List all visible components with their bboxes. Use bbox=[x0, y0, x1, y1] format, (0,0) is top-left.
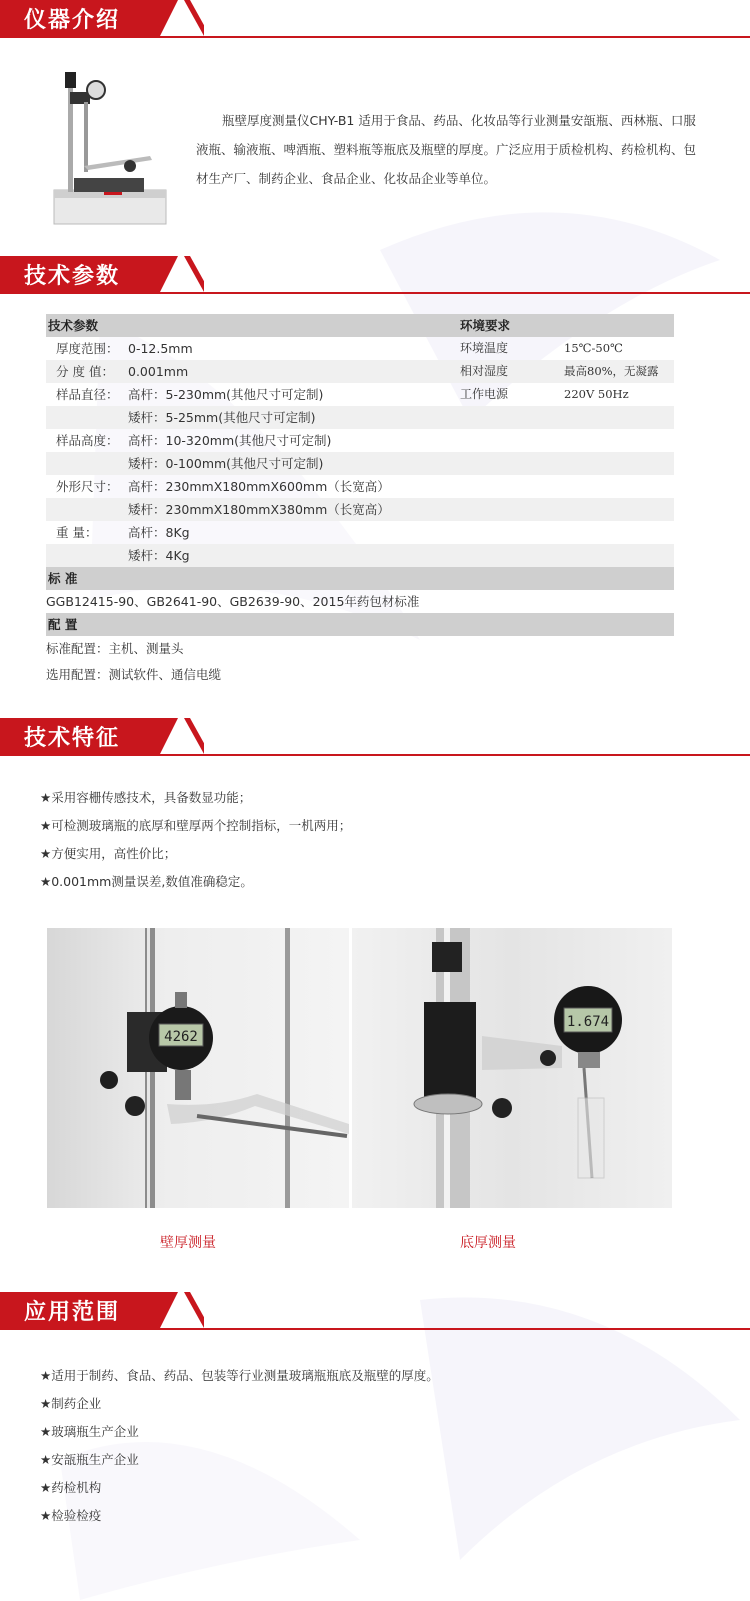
list-item: ★玻璃瓶生产企业 bbox=[40, 1424, 139, 1439]
env-value: 220V 50Hz bbox=[564, 387, 629, 401]
standard-header-row bbox=[46, 567, 674, 590]
list-item: ★安瓿瓶生产企业 bbox=[40, 1452, 139, 1467]
param-value: 高杆：5-230mm(其他尺寸可定制) bbox=[128, 387, 324, 402]
table-row bbox=[46, 337, 674, 360]
instrument-image bbox=[44, 66, 176, 228]
table-row bbox=[46, 383, 674, 406]
param-value: 0-12.5mm bbox=[128, 341, 193, 356]
applications-list bbox=[40, 1362, 700, 1530]
list-item: ★采用容栅传感技术，具备数显功能； bbox=[40, 790, 252, 805]
list-item: ★方便实用，高性价比； bbox=[40, 846, 177, 861]
section-title: 仪器介绍 bbox=[24, 8, 121, 33]
intro-paragraph: 瓶壁厚度测量仪CHY-B1 适用于食品、药品、化妆品等行业测量安瓿瓶、西林瓶、口服液瓶、输液瓶、啤酒瓶、塑料瓶等瓶底及瓶壁的厚度。广泛应用于质检机构、药检机构、包材生产厂、制药企业、食品企业、化妆品企业等单位。 bbox=[196, 113, 697, 186]
table-header-row bbox=[46, 314, 674, 337]
section-header-params bbox=[0, 256, 750, 300]
param-label: 外形尺寸： bbox=[56, 479, 119, 494]
table-row bbox=[46, 452, 674, 475]
env-name: 工作电源 bbox=[460, 387, 509, 401]
table-row bbox=[46, 636, 674, 662]
wall-thickness-photo bbox=[47, 928, 349, 1208]
param-label: 样品高度： bbox=[56, 433, 119, 448]
param-label: 厚度范围： bbox=[56, 341, 119, 356]
param-value: 矮杆：0-100mm(其他尺寸可定制) bbox=[128, 456, 324, 471]
list-item: ★药检机构 bbox=[40, 1480, 102, 1495]
table-row bbox=[46, 590, 674, 613]
list-item: ★检验检疫 bbox=[40, 1508, 102, 1523]
table-row bbox=[46, 475, 674, 498]
param-value: 矮杆：4Kg bbox=[128, 548, 190, 563]
param-value: 高杆：230mmX180mmX600mm（长宽高） bbox=[128, 479, 390, 494]
section-title: 技术参数 bbox=[24, 264, 121, 289]
standard-text: GGB12415-90、GB2641-90、GB2639-90、2015年药包材标准 bbox=[46, 594, 420, 609]
table-row bbox=[46, 662, 674, 688]
env-value: 最高80%，无凝露 bbox=[564, 364, 659, 378]
param-value: 高杆：8Kg bbox=[128, 525, 190, 540]
section-header-features bbox=[0, 718, 750, 762]
gauge-display-right: 1.674 bbox=[566, 1014, 610, 1030]
param-label: 重 量： bbox=[56, 525, 98, 540]
list-item: ★可检测玻璃瓶的底厚和壁厚两个控制指标，一机两用； bbox=[40, 818, 352, 833]
section-title: 应用范围 bbox=[24, 1300, 121, 1325]
table-row bbox=[46, 544, 674, 567]
bottom-thickness-photo bbox=[352, 928, 672, 1208]
gauge-display-left: 4262 bbox=[164, 1029, 198, 1045]
section-header-intro bbox=[0, 0, 750, 44]
config-standard: 标准配置：主机、测量头 bbox=[46, 641, 184, 656]
caption-wall-thickness: 壁厚测量 bbox=[160, 1235, 216, 1251]
env-name: 环境温度 bbox=[460, 341, 509, 355]
table-row bbox=[46, 360, 674, 383]
table-row bbox=[46, 498, 674, 521]
list-item: ★适用于制药、食品、药品、包装等行业测量玻璃瓶瓶底及瓶壁的厚度。 bbox=[40, 1368, 439, 1383]
features-list bbox=[40, 784, 680, 896]
section-title: 技术特征 bbox=[24, 726, 121, 751]
param-label: 样品直径： bbox=[56, 387, 119, 402]
env-name: 相对湿度 bbox=[460, 364, 509, 378]
list-item: ★0.001mm测量误差,数值准确稳定。 bbox=[40, 874, 253, 889]
param-label: 分 度 值： bbox=[56, 364, 114, 379]
param-value: 高杆：10-320mm(其他尺寸可定制) bbox=[128, 433, 332, 448]
param-value: 矮杆：230mmX180mmX380mm（长宽高） bbox=[128, 502, 390, 517]
header-cell: 技术参数 bbox=[48, 318, 99, 333]
config-header-row bbox=[46, 613, 674, 636]
header-cell: 环境要求 bbox=[460, 318, 511, 333]
param-value: 矮杆：5-25mm(其他尺寸可定制) bbox=[128, 410, 316, 425]
param-value: 0.001mm bbox=[128, 364, 189, 379]
table-row bbox=[46, 406, 674, 429]
section-header-apps bbox=[0, 1292, 750, 1336]
table-row bbox=[46, 429, 674, 452]
env-value: 15℃-50℃ bbox=[564, 341, 623, 355]
header-cell: 配 置 bbox=[48, 617, 78, 632]
list-item: ★制药企业 bbox=[40, 1396, 102, 1411]
params-table bbox=[46, 314, 674, 688]
header-cell: 标 准 bbox=[48, 571, 78, 586]
config-optional: 选用配置：测试软件、通信电缆 bbox=[46, 667, 222, 682]
table-row bbox=[46, 521, 674, 544]
caption-bottom-thickness: 底厚测量 bbox=[460, 1235, 516, 1251]
